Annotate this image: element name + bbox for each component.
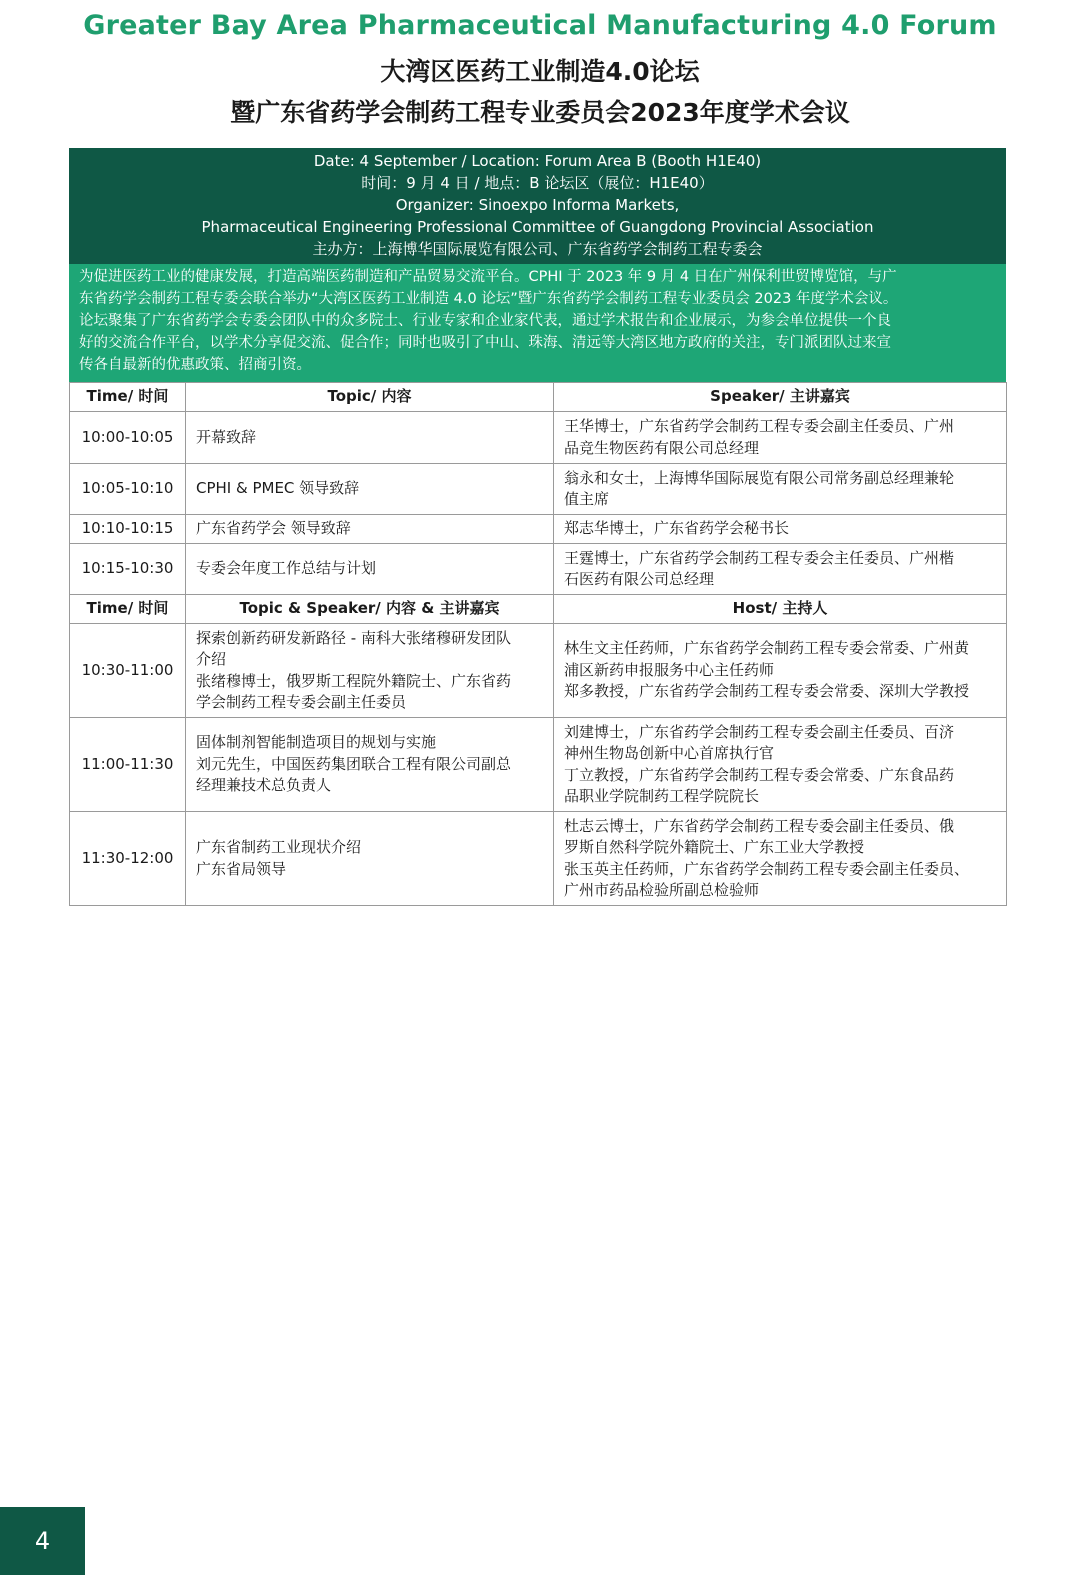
time-cell: 10:30-11:00 (70, 624, 186, 718)
forum-title-en: Greater Bay Area Pharmaceutical Manufacturing 4.0 Forum (83, 10, 997, 41)
intro-line: 论坛聚集了广东省药学会专委会团队中的众多院士、行业专家和企业家代表，通过学术报告和企业展示，为参会单位提供一个良 (79, 313, 891, 329)
host-cell (554, 812, 1007, 906)
speaker-cell (554, 412, 1007, 464)
time-cell: 11:30-12:00 (70, 812, 186, 906)
table-row (70, 624, 1007, 718)
host-line: 广州市药品检验所副总检验师 (564, 881, 760, 899)
time-cell: 10:05-10:10 (70, 464, 186, 515)
topic-line: 探索创新药研发新路径 - 南科大张绪穆研发团队 (196, 628, 511, 647)
topic-line: 经理兼技术总负责人 (196, 776, 332, 795)
speaker-cell (554, 515, 1007, 544)
host-cell (554, 624, 1007, 718)
table-row (70, 515, 1007, 544)
host-line: 浦区新药申报服务中心主任药师 (564, 660, 775, 679)
speaker-line: 郑志华博士，广东省药学会秘书长 (564, 519, 790, 538)
table-row (70, 464, 1007, 515)
host-line: 郑多教授，广东省药学会制药工程专委会常委、深圳大学教授 (564, 682, 970, 701)
header-host: Host/ 主持人 (554, 595, 1007, 624)
topic-line: 广东省制药工业现状介绍 (196, 838, 362, 856)
topic-line: 刘元先生，中国医药集团联合工程有限公司副总 (196, 754, 512, 773)
table-row (70, 718, 1007, 812)
time-cell: 10:10-10:15 (70, 515, 186, 544)
speaker-cell (554, 464, 1007, 515)
topic-line: 介绍 (196, 650, 227, 668)
page-number: 4 (0, 1507, 85, 1575)
table-header-row (70, 383, 1007, 412)
topic-speaker-cell (186, 624, 554, 718)
speaker-line: 石医药有限公司总经理 (564, 570, 715, 588)
host-line: 林生文主任药师，广东省药学会制药工程专委会常委、广州黄 (564, 639, 970, 658)
header-topic: Topic/ 内容 (186, 383, 554, 412)
event-date-location-en: Date: 4 September / Location: Forum Area B (Booth H1E40) (313, 152, 762, 170)
header-time: Time/ 时间 (70, 383, 186, 412)
host-line: 杜志云博士，广东省药学会制药工程专委会副主任委员、俄 (564, 816, 955, 835)
intro-line: 东省药学会制药工程专委会联合举办“大湾区医药工业制造 4.0 论坛”暨广东省药学会制药工程专业委员会 2023 年度学术会议。 (79, 291, 898, 307)
speaker-line: 品竞生物医药有限公司总经理 (564, 438, 760, 457)
speaker-line: 值主席 (564, 490, 610, 508)
topic-line: 固体制剂智能制造项目的规划与实施 (196, 733, 437, 752)
table-row (70, 412, 1007, 464)
host-line: 张玉英主任药师，广东省药学会制药工程专委会副主任委员、 (564, 859, 970, 878)
forum-title-cn: 大湾区医药工业制造4.0论坛 (380, 57, 700, 86)
table-row (70, 544, 1007, 595)
table-header-row (70, 595, 1007, 624)
table-row (70, 812, 1007, 906)
topic-cell: 开幕致辞 (186, 412, 554, 464)
host-line: 丁立教授，广东省药学会制药工程专委会常委、广东食品药 (564, 765, 955, 784)
organizer-en-2: Pharmaceutical Engineering Professional Committee of Guangdong Provincial Association (201, 218, 874, 236)
forum-subtitle-cn: 暨广东省药学会制药工程专业委员会2023年度学术会议 (230, 98, 850, 127)
organizer-en-1: Organizer: Sinoexpo Informa Markets, (395, 196, 680, 214)
agenda-table (69, 382, 1007, 906)
host-cell (554, 718, 1007, 812)
host-line: 罗斯自然科学院外籍院士、广东工业大学教授 (564, 838, 865, 856)
speaker-line: 王霆博士，广东省药学会制药工程专委会主任委员、广州楷 (564, 548, 955, 567)
intro-line: 好的交流合作平台，以学术分享促交流、促合作；同时也吸引了中山、珠海、清远等大湾区地方政府的关注，专门派团队过来宣 (79, 335, 891, 351)
topic-line: 张绪穆博士，俄罗斯工程院外籍院士、广东省药 (196, 671, 512, 690)
event-info-banner (69, 148, 1006, 264)
organizer-cn: 主办方：上海博华国际展览有限公司、广东省药学会制药工程专委会 (312, 240, 763, 258)
speaker-cell (554, 544, 1007, 595)
speaker-line: 王华博士，广东省药学会制药工程专委会副主任委员、广州 (564, 417, 955, 435)
time-cell: 10:00-10:05 (70, 412, 186, 464)
intro-line: 传各自最新的优惠政策、招商引资。 (79, 357, 311, 373)
header-topic-speaker: Topic & Speaker/ 内容 & 主讲嘉宾 (186, 595, 554, 624)
host-line: 神州生物岛创新中心首席执行官 (564, 744, 775, 762)
event-date-location-cn: 时间：9 月 4 日 / 地点：B 论坛区（展位：H1E40） (361, 174, 714, 192)
topic-line: 学会制药工程专委会副主任委员 (196, 693, 407, 711)
host-line: 刘建博士，广东省药学会制药工程专委会副主任委员、百济 (564, 722, 955, 741)
header-speaker: Speaker/ 主讲嘉宾 (554, 383, 1007, 412)
topic-speaker-cell (186, 718, 554, 812)
document-body (69, 148, 1006, 906)
speaker-line: 翁永和女士，上海博华国际展览有限公司常务副总经理兼轮 (564, 468, 955, 487)
topic-cell: 专委会年度工作总结与计划 (186, 544, 554, 595)
intro-line: 为促进医药工业的健康发展，打造高端医药制造和产品贸易交流平台。CPHI 于 2023 年 9 月 4 日在广州保利世贸博览馆，与广 (79, 269, 897, 285)
topic-speaker-cell (186, 812, 554, 906)
host-line: 品职业学院制药工程学院院长 (564, 787, 760, 805)
header-time: Time/ 时间 (70, 595, 186, 624)
topic-line: 广东省局领导 (196, 859, 287, 878)
time-cell: 11:00-11:30 (70, 718, 186, 812)
intro-paragraph (69, 264, 1006, 382)
time-cell: 10:15-10:30 (70, 544, 186, 595)
topic-cell: CPHI & PMEC 领导致辞 (186, 464, 554, 515)
topic-cell: 广东省药学会 领导致辞 (186, 515, 554, 544)
